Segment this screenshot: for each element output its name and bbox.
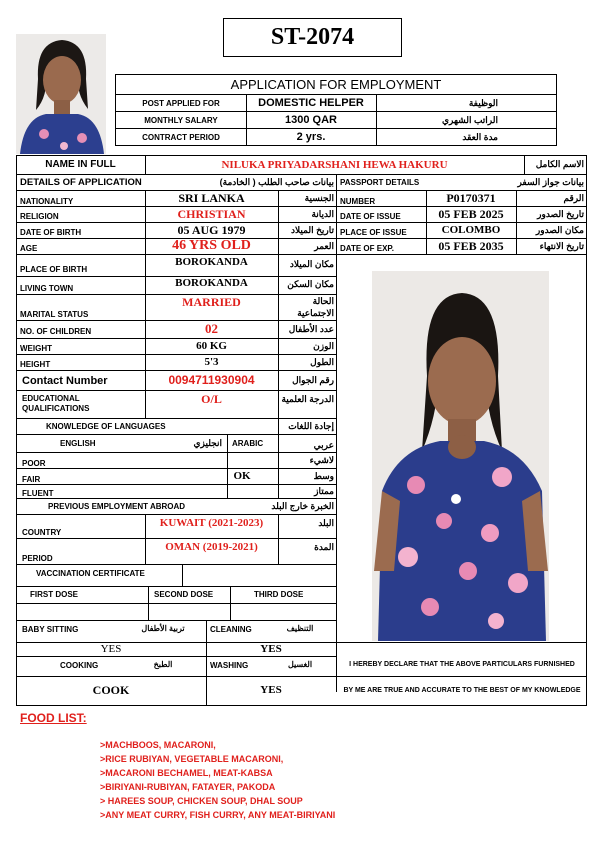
contract-period-arabic: مدة العقد <box>462 131 498 142</box>
fair-arabic-value: OK <box>233 470 251 482</box>
name-label: NAME IN FULL <box>45 159 116 170</box>
passport-number-label: NUMBER <box>340 196 376 206</box>
reference-code-box <box>223 18 402 57</box>
portrait-large-illustration <box>372 271 549 641</box>
nationality-value: SRI LANKA <box>178 190 245 205</box>
food-item: >RICE RUBIYAN, VEGETABLE MACARONI, <box>100 754 284 764</box>
cooking-value: COOK <box>92 682 130 697</box>
age-value: 46 YRS OLD <box>172 238 251 253</box>
passport-number-value: P0170371 <box>446 190 496 205</box>
food-item: >BIRIYANI-RUBIYAN, FATAYER, PAKODA <box>100 782 276 792</box>
portrait-photo-small <box>16 34 106 154</box>
education-value: O/L <box>201 391 222 406</box>
languages-label: KNOWLEDGE OF LANGUAGES <box>46 421 166 431</box>
arabic-arabic: عربي <box>313 439 334 450</box>
education-label: EDUCATIONAL QUALIFICATIONS <box>22 394 90 413</box>
languages-arabic: إجادة اللغات <box>288 420 334 431</box>
nationality-label: NATIONALITY <box>20 196 74 206</box>
fair-label: FAIR <box>22 474 41 484</box>
weight-arabic: الوزن <box>313 340 334 351</box>
portrait-small-illustration <box>16 34 106 154</box>
children-arabic: عدد الأطفال <box>288 323 334 334</box>
nationality-arabic: الجنسية <box>304 192 334 203</box>
weight-label: WEIGHT <box>20 343 52 353</box>
monthly-salary-label: MONTHLY SALARY <box>144 115 218 125</box>
height-label: HEIGHT <box>20 359 51 369</box>
date-of-exp-label: DATE OF EXP. <box>340 243 394 253</box>
washing-arabic: الغسيل <box>287 659 313 669</box>
declaration-line-1: I HEREBY DECLARE THAT THE ABOVE PARTICULARS FURNISHED <box>349 660 575 668</box>
application-title-row <box>116 75 556 95</box>
religion-label: RELIGION <box>20 211 59 221</box>
english-arabic: انجليزي <box>193 437 222 448</box>
arabic-label: ARABIC <box>232 438 264 448</box>
food-list <box>100 740 520 824</box>
date-of-issue-label: DATE OF ISSUE <box>340 211 401 221</box>
employment-arabic: الخبرة خارج البلد <box>271 500 334 511</box>
living-town-value: BOROKANDA <box>175 277 248 289</box>
food-item: > HAREES SOUP, CHICKEN SOUP, DHAL SOUP <box>100 796 303 806</box>
fluent-arabic: ممتاز <box>314 485 334 496</box>
baby-sitting-label: BABY SITTING <box>22 624 79 634</box>
place-of-birth-value: BOROKANDA <box>175 256 248 268</box>
third-dose-label: THIRD DOSE <box>254 590 304 599</box>
children-value: 02 <box>205 321 218 336</box>
reference-code: ST-2074 <box>270 24 355 50</box>
cleaning-label: CLEANING <box>210 624 252 634</box>
date-of-issue-arabic: تاريخ الصدور <box>537 208 584 219</box>
first-dose-label: FIRST DOSE <box>30 590 79 599</box>
place-of-issue-value: COLOMBO <box>441 224 501 236</box>
country-value: KUWAIT (2021-2023) <box>159 517 264 529</box>
english-label: ENGLISH <box>60 438 96 448</box>
marital-status-label: MARITAL STATUS <box>20 309 89 319</box>
second-dose-label: SECOND DOSE <box>154 590 214 599</box>
place-of-birth-arabic: مكان الميلاد <box>289 258 334 269</box>
marital-status-arabic: الحالة الاجتماعية <box>297 296 334 318</box>
contact-value: 0094711930904 <box>168 373 255 387</box>
weight-value: 60 KG <box>196 340 227 352</box>
vaccination-label: VACCINATION CERTIFICATE <box>36 568 145 578</box>
contract-period-value: 2 yrs. <box>296 131 326 143</box>
post-applied-value: DOMESTIC HELPER <box>258 97 364 109</box>
age-arabic: العمر <box>314 240 334 251</box>
baby-sitting-arabic: تربية الأطفال <box>141 623 185 633</box>
country-arabic: البلد <box>318 517 334 528</box>
date-of-issue-value: 05 FEB 2025 <box>438 206 504 221</box>
contact-label: Contact Number <box>22 375 108 387</box>
food-item: >MACHBOOS, MACARONI, <box>100 740 216 750</box>
passport-header-label: PASSPORT DETAILS <box>340 177 420 187</box>
religion-arabic: الديانة <box>311 208 334 219</box>
living-town-arabic: مكان السكن <box>287 278 334 289</box>
place-of-issue-label: PLACE OF ISSUE <box>340 227 407 237</box>
application-header <box>115 74 557 146</box>
period-label: PERIOD <box>22 553 53 563</box>
date-of-exp-arabic: تاريخ الانتهاء <box>539 240 584 251</box>
details-header-label: DETAILS OF APPLICATION <box>20 176 142 188</box>
poor-arabic: لاشيء <box>309 454 334 465</box>
cooking-arabic: الطبخ <box>153 659 173 669</box>
employment-label: PREVIOUS EMPLOYMENT ABROAD <box>48 501 186 511</box>
food-list-title: FOOD LIST: <box>20 711 87 725</box>
date-of-exp-value: 05 FEB 2035 <box>438 238 504 253</box>
height-arabic: الطول <box>310 356 334 367</box>
country-label: COUNTRY <box>22 527 62 537</box>
living-town-label: LIVING TOWN <box>20 283 74 293</box>
education-arabic: الدرجة العلمية <box>281 393 334 404</box>
declaration-line-2: BY ME ARE TRUE AND ACCURATE TO THE BEST OF MY KNOWLEDGE <box>343 686 581 694</box>
dob-label: DATE OF BIRTH <box>20 227 82 237</box>
details-header-arabic: بيانات صاحب الطلب ( الخادمة) <box>219 176 334 187</box>
portrait-photo-large <box>372 271 549 641</box>
cooking-label: COOKING <box>60 660 99 670</box>
poor-label: POOR <box>22 458 46 468</box>
marital-status-value: MARRIED <box>182 294 241 309</box>
monthly-salary-arabic: الراتب الشهري <box>442 114 498 125</box>
washing-label: WASHING <box>210 660 249 670</box>
height-value: 5'3 <box>204 356 219 368</box>
fluent-label: FLUENT <box>22 488 54 498</box>
washing-value: YES <box>260 684 282 696</box>
post-applied-arabic: الوظيفة <box>468 97 498 108</box>
dob-value: 05 AUG 1979 <box>177 222 246 237</box>
age-label: AGE <box>20 243 38 253</box>
cleaning-arabic: التنظيف <box>286 623 314 633</box>
children-label: NO. OF CHILDREN <box>20 326 92 336</box>
period-value: OMAN (2019-2021) <box>165 541 258 553</box>
baby-sitting-value: YES <box>100 643 122 655</box>
monthly-salary-value: 1300 QAR <box>285 114 337 126</box>
food-item: >ANY MEAT CURRY, FISH CURRY, ANY MEAT-BIRIYANI <box>100 810 336 820</box>
fair-arabic: وسط <box>313 470 334 481</box>
religion-value: CHRISTIAN <box>177 206 246 221</box>
place-of-birth-label: PLACE OF BIRTH <box>20 264 88 274</box>
period-arabic: المدة <box>314 541 334 552</box>
name-arabic: الاسم الكامل <box>535 159 584 169</box>
dob-arabic: تاريخ الميلاد <box>291 224 334 235</box>
passport-number-arabic: الرقم <box>563 192 584 203</box>
cleaning-value: YES <box>260 643 282 655</box>
food-item: >MACARONI BECHAMEL, MEAT-KABSA <box>100 768 273 778</box>
contract-period-label: CONTRACT PERIOD <box>142 132 220 142</box>
passport-header-arabic: بيانات جواز السفر <box>517 176 584 187</box>
place-of-issue-arabic: مكان الصدور <box>535 224 584 235</box>
application-title: APPLICATION FOR EMPLOYMENT <box>230 77 442 92</box>
full-name-value: NILUKA PRIYADARSHANI HEWA HAKURU <box>221 158 448 171</box>
contact-arabic: رقم الجوال <box>292 374 334 385</box>
post-applied-label: POST APPLIED FOR <box>142 98 220 108</box>
